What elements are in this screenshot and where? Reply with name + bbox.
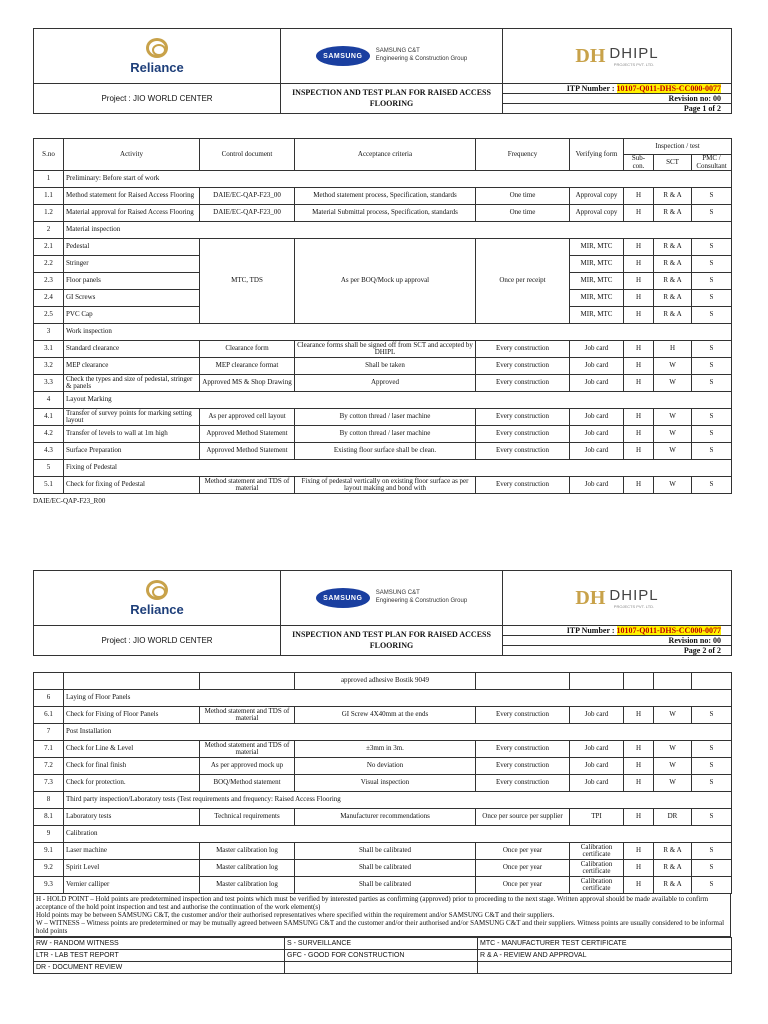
cell-control-document: As per approved mock up [200, 758, 295, 775]
cell-frequency: Once per year [476, 843, 570, 860]
cell-sub-con: H [624, 775, 654, 792]
cell-activity: GI Screws [64, 290, 200, 307]
cell-sno: 1.1 [34, 188, 64, 205]
cell-sct: R & A [654, 256, 692, 273]
client-logo: Reliance [34, 29, 281, 84]
cell-pmc: S [692, 256, 732, 273]
cell-control-document: Master calibration log [200, 860, 295, 877]
cell-acceptance-criteria: As per BOQ/Mock up approval [295, 239, 476, 324]
contractor-logo: SAMSUNG SAMSUNG C&T Engineering & Construction Group [281, 29, 503, 84]
section-title: Laying of Floor Panels [64, 690, 732, 707]
section-row [34, 222, 732, 239]
cell-sno: 3.2 [34, 358, 64, 375]
cell-activity: Transfer of survey points for marking setting layout [64, 409, 200, 426]
cell-sub-con: H [624, 860, 654, 877]
cell-sno: 5 [34, 460, 64, 477]
cell-control-document: Technical requirements [200, 809, 295, 826]
cell-control-document: Method statement and TDS of material [200, 741, 295, 758]
page-number: Page 1 of 2 [503, 104, 732, 114]
cell-sct: W [654, 758, 692, 775]
cell-sno: 2.4 [34, 290, 64, 307]
cell-sct: R & A [654, 205, 692, 222]
cell-control-document: DAIE/EC-QAP-F23_00 [200, 188, 295, 205]
cell-sno: 4.1 [34, 409, 64, 426]
cell-activity: Material approval for Raised Access Flooring [64, 205, 200, 222]
legend-item: MTC - MANUFACTURER TEST CERTIFICATE [478, 938, 732, 950]
legend-row [34, 962, 732, 974]
cell-acceptance-criteria: Fixing of pedestal vertically on existing floor surface as per layout making and bond with [295, 477, 476, 494]
cell-sub-con: H [624, 188, 654, 205]
cell-verifying-form: Job card [570, 375, 624, 392]
legend-item: DR - DOCUMENT REVIEW [34, 962, 285, 974]
cell-sub-con: H [624, 409, 654, 426]
section-title: Post Installation [64, 724, 732, 741]
cell-pmc: S [692, 477, 732, 494]
cell-frequency: Every construction [476, 775, 570, 792]
cell-pmc: S [692, 205, 732, 222]
table-row [34, 426, 732, 443]
table-row [34, 741, 732, 758]
col-pmc: PMC / Consultant [692, 155, 732, 171]
note-witness-point: W – WITNESS – Witness points are predetermined or may be mutually agreed between SAMSUNG C&T and the customer and/or their authorised and/or SAMSUNG C&T and their suppliers. Witness points are usually considered to be informal hold points [36, 919, 725, 936]
cell-sno: 4 [34, 392, 64, 409]
cell-verifying-form: Job card [570, 358, 624, 375]
cell-sno: 9 [34, 826, 64, 843]
cell-acceptance-criteria: ±3mm in 3m. [295, 741, 476, 758]
cell-verifying-form: Job card [570, 443, 624, 460]
cell-sub-con: H [624, 843, 654, 860]
cell-sno: 3.3 [34, 375, 64, 392]
cell-sub-con: H [624, 477, 654, 494]
cell-verifying-form: Job card [570, 341, 624, 358]
table-row [34, 758, 732, 775]
cell-frequency: Every construction [476, 426, 570, 443]
cell-verifying-form: Job card [570, 707, 624, 724]
cell-activity: Laboratory tests [64, 809, 200, 826]
cell-pmc: S [692, 443, 732, 460]
cell-activity: PVC Cap [64, 307, 200, 324]
client-logo: Reliance [34, 571, 281, 626]
cell-sno: 4.2 [34, 426, 64, 443]
cell-frequency: Every construction [476, 409, 570, 426]
table-row [34, 239, 732, 256]
cell-control-document: Clearance form [200, 341, 295, 358]
table-row [34, 877, 732, 894]
cell-sno: 3.1 [34, 341, 64, 358]
section-row [34, 792, 732, 809]
cell-activity: Standard clearance [64, 341, 200, 358]
cell-activity: Vernier calliper [64, 877, 200, 894]
cell-control-document: DAIE/EC-QAP-F23_00 [200, 205, 295, 222]
cell-acceptance-criteria: Shall be taken [295, 358, 476, 375]
table-row [34, 358, 732, 375]
legend-item: R & A - REVIEW AND APPROVAL [478, 950, 732, 962]
section-title: Material inspection [64, 222, 732, 239]
cell-verifying-form: Approval copy [570, 205, 624, 222]
cell-verifying-form: TPI [570, 809, 624, 826]
cell-activity: Floor panels [64, 273, 200, 290]
cell-verifying-form: Job card [570, 426, 624, 443]
abbreviation-legend [33, 937, 732, 974]
note-hold-point-parties: Hold points may be between SAMSUNG C&T, the customer and/or their authorised representatives where specified within the requirement and/or SAMSUNG C&T and their suppliers. [36, 911, 555, 920]
cell-sub-con: H [624, 443, 654, 460]
revision-number: Revision no: 00 [503, 94, 732, 104]
cell-sno: 8.1 [34, 809, 64, 826]
cell-frequency: Every construction [476, 358, 570, 375]
cell-activity: Check the types and size of pedestal, stringer & panels [64, 375, 200, 392]
document-info [33, 84, 732, 114]
col-control-document: Control document [200, 139, 295, 171]
section-title: Preliminary: Before start of work [64, 171, 732, 188]
itp-page-1 [33, 28, 731, 505]
cell-sct: W [654, 707, 692, 724]
cell-pmc: S [692, 775, 732, 792]
cell-activity: Transfer of levels to wall at 1m high [64, 426, 200, 443]
cell-sct: W [654, 775, 692, 792]
cell-sno: 3 [34, 324, 64, 341]
cell-sct: W [654, 409, 692, 426]
cell-frequency: Every construction [476, 477, 570, 494]
section-title: Third party inspection/Laboratory tests (Test requirements and frequency: Raised Access Flooring [64, 792, 732, 809]
cell-activity: Check for protection. [64, 775, 200, 792]
cell-frequency: One time [476, 188, 570, 205]
cell-acceptance-criteria: Approved [295, 375, 476, 392]
cell-pmc: S [692, 375, 732, 392]
cell-pmc: S [692, 188, 732, 205]
cell-sno: 2.2 [34, 256, 64, 273]
cell-pmc: S [692, 409, 732, 426]
cell-acceptance-criteria: Shall be calibrated [295, 860, 476, 877]
cell-sno: 1.2 [34, 205, 64, 222]
subcontractor-logo: DH DHIPL PROJECTS PVT. LTD. [503, 571, 732, 626]
table-row [34, 843, 732, 860]
reliance-logo-icon [146, 580, 168, 600]
section-title: Fixing of Pedestal [64, 460, 732, 477]
cell-activity: MEP clearance [64, 358, 200, 375]
cell-sct: W [654, 426, 692, 443]
cell-sno: 7.2 [34, 758, 64, 775]
cell-pmc: S [692, 290, 732, 307]
cell-activity: Spirit Level [64, 860, 200, 877]
table-row [34, 809, 732, 826]
cell-sno: 2.1 [34, 239, 64, 256]
cell-control-document: Master calibration log [200, 877, 295, 894]
table-row [34, 860, 732, 877]
cell-sno: 9.1 [34, 843, 64, 860]
legend-item: LTR - LAB TEST REPORT [34, 950, 285, 962]
table-row [34, 477, 732, 494]
note-hold-point: H - HOLD POINT – Hold points are predetermined inspection and test points which must be verified by interested parties as confirming (approved) prior to proceeding to the next stage. Written approval should be made available to confirm acceptance of the hold point inspection and test and authorise the continuation of the work element(s) [36, 895, 709, 912]
cell-frequency: Every construction [476, 443, 570, 460]
cell-sub-con: H [624, 307, 654, 324]
cell-activity: Pedestal [64, 239, 200, 256]
cell-sub-con: H [624, 877, 654, 894]
cell-frequency: One time [476, 205, 570, 222]
cell-sub-con: H [624, 256, 654, 273]
cell-sub-con: H [624, 205, 654, 222]
contractor-logo: SAMSUNG SAMSUNG C&T Engineering & Construction Group [281, 571, 503, 626]
cell-sub-con: H [624, 273, 654, 290]
cell-acceptance-criteria: Existing floor surface shall be clean. [295, 443, 476, 460]
cell-control-document: As per approved cell layout [200, 409, 295, 426]
samsung-logo-icon: SAMSUNG [316, 588, 370, 608]
cell-acceptance-criteria: Material Submittal process, Specification, standards [295, 205, 476, 222]
cell-verifying-form: Calibration certificate [570, 843, 624, 860]
cell-pmc: S [692, 809, 732, 826]
cell-verifying-form: Calibration certificate [570, 860, 624, 877]
document-info [33, 626, 732, 656]
cell-frequency: Once per year [476, 860, 570, 877]
cell-sct: R & A [654, 273, 692, 290]
section-row [34, 690, 732, 707]
table-row [34, 775, 732, 792]
document-header [33, 570, 732, 626]
cell-acceptance-criteria: Shall be calibrated [295, 877, 476, 894]
cell-sct: R & A [654, 860, 692, 877]
cell-verifying-form: MIR, MTC [570, 290, 624, 307]
cell-sno: 7 [34, 724, 64, 741]
section-row [34, 171, 732, 188]
table-row [34, 205, 732, 222]
cell-sno: 1 [34, 171, 64, 188]
dhipl-logo-icon: DH [575, 44, 606, 67]
table-row [34, 409, 732, 426]
cell-sct: R & A [654, 290, 692, 307]
legend-row [34, 938, 732, 950]
cell-sno: 2 [34, 222, 64, 239]
cell-pmc: S [692, 341, 732, 358]
cell-pmc: S [692, 307, 732, 324]
cell-sub-con: H [624, 341, 654, 358]
cell-sct: W [654, 358, 692, 375]
cell-verifying-form: Job card [570, 775, 624, 792]
section-row [34, 724, 732, 741]
section-row [34, 460, 732, 477]
cell-control-document: MTC, TDS [200, 239, 295, 324]
cell-acceptance-criteria: GI Screw 4X40mm at the ends [295, 707, 476, 724]
section-row [34, 826, 732, 843]
legend-item [285, 962, 478, 974]
legend-item: S - SURVEILLANCE [285, 938, 478, 950]
document-title: INSPECTION AND TEST PLAN FOR RAISED ACCESS FLOORING [281, 626, 503, 656]
form-code: DAIE/EC-QAP-F23_R00 [33, 497, 106, 505]
cell-control-document: Method statement and TDS of material [200, 477, 295, 494]
cell-activity: Surface Preparation [64, 443, 200, 460]
section-row [34, 324, 732, 341]
cell-sno: 8 [34, 792, 64, 809]
cell-acceptance-criteria: Method statement process, Specification, standards [295, 188, 476, 205]
cell-control-document: Approved Method Statement [200, 426, 295, 443]
col-verifying-form: Verifying form [570, 139, 624, 171]
cell-sub-con: H [624, 290, 654, 307]
cell-pmc: S [692, 860, 732, 877]
cell-sub-con: H [624, 741, 654, 758]
cell-acceptance-criteria: Clearance forms shall be signed off from SCT and accepted by DHIPL [295, 341, 476, 358]
cell-pmc: S [692, 426, 732, 443]
cell-verifying-form: Job card [570, 477, 624, 494]
cell-verifying-form: MIR, MTC [570, 256, 624, 273]
revision-number: Revision no: 00 [503, 636, 732, 646]
cell-sno: 2.5 [34, 307, 64, 324]
cell-frequency: Once per source per supplier [476, 809, 570, 826]
cell-pmc: S [692, 239, 732, 256]
cell-pmc: S [692, 758, 732, 775]
cell-frequency: Once per receipt [476, 239, 570, 324]
cell-sno: 6.1 [34, 707, 64, 724]
cell-pmc: S [692, 741, 732, 758]
itp-page-2 [33, 570, 731, 974]
legend-item: RW - RANDOM WITNESS [34, 938, 285, 950]
cell-verifying-form: Job card [570, 409, 624, 426]
cell-frequency: Every construction [476, 741, 570, 758]
cell-control-document: Approved Method Statement [200, 443, 295, 460]
cell-sno: 4.3 [34, 443, 64, 460]
section-row [34, 392, 732, 409]
cell-sno: 9.2 [34, 860, 64, 877]
legend-item [478, 962, 732, 974]
cell-acceptance-criteria: Shall be calibrated [295, 843, 476, 860]
cell-verifying-form: Job card [570, 758, 624, 775]
cell-frequency: Every construction [476, 375, 570, 392]
table-row [34, 188, 732, 205]
cell-pmc: S [692, 707, 732, 724]
cell-verifying-form: Job card [570, 741, 624, 758]
col-frequency: Frequency [476, 139, 570, 171]
cell-acceptance-criteria: By cotton thread / laser machine [295, 426, 476, 443]
cell-sct: R & A [654, 188, 692, 205]
col-sct: SCT [654, 155, 692, 171]
cell-control-document: Method statement and TDS of material [200, 707, 295, 724]
cell-activity: Check for Line & Level [64, 741, 200, 758]
reliance-logo-icon [146, 38, 168, 58]
cell-sct: W [654, 477, 692, 494]
cell-sct: R & A [654, 877, 692, 894]
cell-pmc: S [692, 358, 732, 375]
cell-sct: W [654, 741, 692, 758]
project-name: Project : JIO WORLD CENTER [34, 626, 281, 656]
cell-acceptance-criteria: Manufacturer recommendations [295, 809, 476, 826]
cell-sct: H [654, 341, 692, 358]
subcontractor-logo: DH DHIPL PROJECTS PVT. LTD. [503, 29, 732, 84]
cell-sct: R & A [654, 239, 692, 256]
cell-sub-con: H [624, 707, 654, 724]
col-sub-con: Sub-con. [624, 155, 654, 171]
cell-sct: R & A [654, 843, 692, 860]
section-title: Work inspection [64, 324, 732, 341]
col-activity: Activity [64, 139, 200, 171]
cell-activity: Check for fixing of Pedestal [64, 477, 200, 494]
itp-number: ITP Number : 10107-Q011-DHS-CC000-0077 [503, 84, 732, 94]
cell-sct: W [654, 375, 692, 392]
samsung-logo-icon: SAMSUNG [316, 46, 370, 66]
cell-sub-con: H [624, 358, 654, 375]
cell-acceptance-criteria: By cotton thread / laser machine [295, 409, 476, 426]
section-title: Layout Marking [64, 392, 732, 409]
cell-pmc: S [692, 843, 732, 860]
table-row [34, 443, 732, 460]
legend-row [34, 950, 732, 962]
cell-activity: Check for final finish [64, 758, 200, 775]
col-inspection-test: Inspection / test [624, 139, 732, 155]
document-title: INSPECTION AND TEST PLAN FOR RAISED ACCESS FLOORING [281, 84, 503, 114]
cell-sno: 9.3 [34, 877, 64, 894]
cell-verifying-form: Calibration certificate [570, 877, 624, 894]
table-row [34, 375, 732, 392]
cell-sub-con: H [624, 426, 654, 443]
project-name: Project : JIO WORLD CENTER [34, 84, 281, 114]
cell-acceptance-criteria: Visual inspection [295, 775, 476, 792]
cell-sct: R & A [654, 307, 692, 324]
cell-control-document: BOQ/Method statement [200, 775, 295, 792]
cell-sno: 6 [34, 690, 64, 707]
col-acceptance-criteria: Acceptance criteria [295, 139, 476, 171]
cell-frequency: Once per year [476, 877, 570, 894]
cell-control-document: Approved MS & Shop Drawing [200, 375, 295, 392]
cell-pmc: S [692, 273, 732, 290]
cell-control-document: MEP clearance format [200, 358, 295, 375]
cell-sct: W [654, 443, 692, 460]
itp-number: ITP Number : 10107-Q011-DHS-CC000-0077 [503, 626, 732, 636]
page-number: Page 2 of 2 [503, 646, 732, 656]
continued-criteria: approved adhesive Bostik 9049 [295, 673, 476, 690]
col-sno: S.no [34, 139, 64, 171]
itp-table-continued [33, 672, 732, 894]
cell-sct: DR [654, 809, 692, 826]
cell-frequency: Every construction [476, 758, 570, 775]
cell-sno: 7.1 [34, 741, 64, 758]
cell-sub-con: H [624, 375, 654, 392]
cell-frequency: Every construction [476, 341, 570, 358]
cell-activity: Check for Fixing of Floor Panels [64, 707, 200, 724]
cell-activity: Stringer [64, 256, 200, 273]
cell-verifying-form: MIR, MTC [570, 307, 624, 324]
notes [33, 894, 731, 937]
cell-verifying-form: Approval copy [570, 188, 624, 205]
cell-sno: 7.3 [34, 775, 64, 792]
cell-verifying-form: MIR, MTC [570, 273, 624, 290]
cell-activity: Method statement for Raised Access Flooring [64, 188, 200, 205]
cell-acceptance-criteria: No deviation [295, 758, 476, 775]
cell-activity: Laser machine [64, 843, 200, 860]
cell-sub-con: H [624, 809, 654, 826]
table-row [34, 707, 732, 724]
itp-table [33, 138, 732, 494]
dhipl-logo-icon: DH [575, 586, 606, 609]
legend-item: GFC - GOOD FOR CONSTRUCTION [285, 950, 478, 962]
cell-frequency: Every construction [476, 707, 570, 724]
cell-verifying-form: MIR, MTC [570, 239, 624, 256]
cell-pmc: S [692, 877, 732, 894]
table-row [34, 341, 732, 358]
section-title: Calibration [64, 826, 732, 843]
document-header [33, 28, 732, 84]
cell-sno: 2.3 [34, 273, 64, 290]
cell-control-document: Master calibration log [200, 843, 295, 860]
cell-sno: 5.1 [34, 477, 64, 494]
cell-sub-con: H [624, 239, 654, 256]
cell-sub-con: H [624, 758, 654, 775]
